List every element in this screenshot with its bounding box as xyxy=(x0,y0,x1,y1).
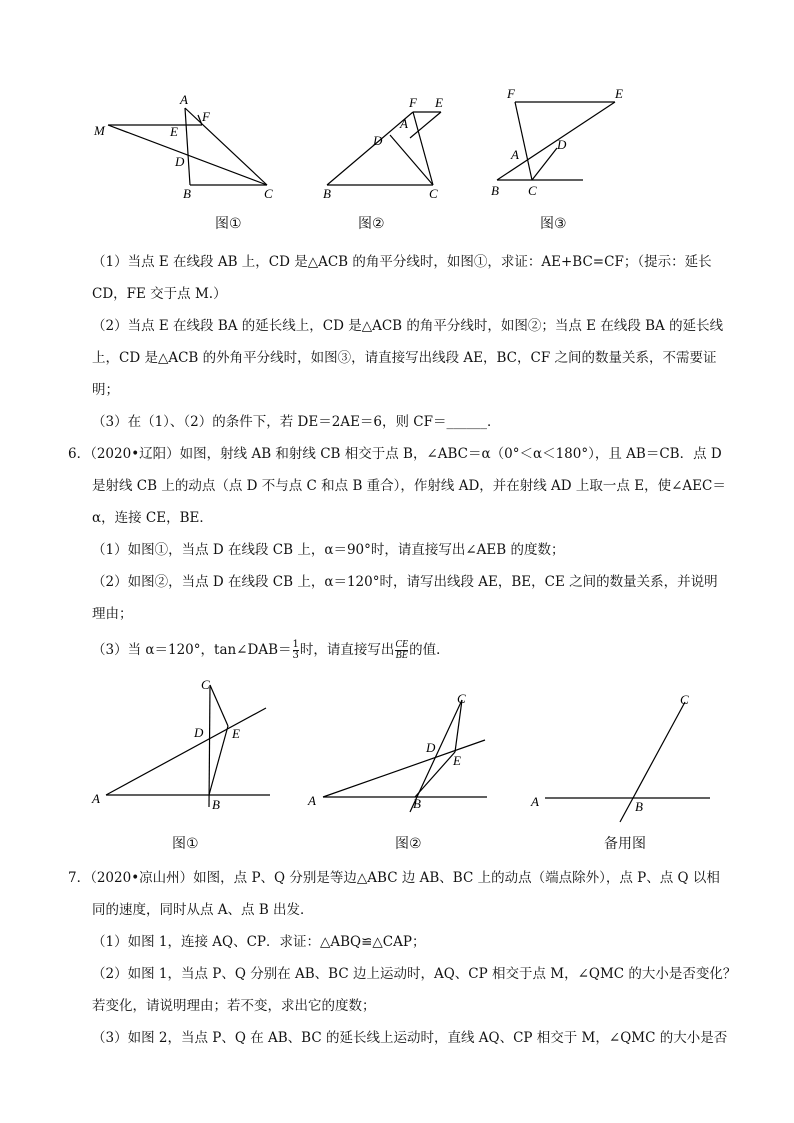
fraction-numerator: CE xyxy=(395,639,409,650)
label-C: C xyxy=(528,183,537,198)
figure-2-top xyxy=(315,90,460,205)
q6-part2-line2: 理由； xyxy=(92,606,133,622)
q7-stem-line1: 7．（2020•凉山州）如图，点 P、Q 分别是等边△ABC 边 AB、BC 上的动点（端点除外），点 P、点 Q 以相 xyxy=(68,870,720,886)
fraction-denominator: BE xyxy=(395,650,408,661)
label-B: B xyxy=(212,797,220,812)
label-E: E xyxy=(435,95,443,110)
figure-3-drawing xyxy=(485,80,635,205)
label-M: M xyxy=(94,123,105,138)
figure-3-mid-drawing xyxy=(525,690,720,820)
q5-part1-line1: （1）当点 E 在线段 AB 上，CD 是△ACB 的角平分线时，如图①，求证：AE+BC=CF；（提示：延长 xyxy=(92,254,712,270)
label-C: C xyxy=(264,186,273,201)
label-D: D xyxy=(373,133,383,148)
label-A: A xyxy=(511,147,519,162)
q6-part2-line1: （2）如图②，当点 D 在线段 CB 上，α＝120°时，请写出线段 AE，BE，CE 之间的数量关系，并说明 xyxy=(92,574,718,590)
label-C: C xyxy=(429,186,438,201)
label-B: B xyxy=(323,186,331,201)
label-B: B xyxy=(413,796,421,811)
caption-figure-3-mid: 备用图 xyxy=(604,836,646,852)
label-B: B xyxy=(183,186,191,201)
q5-part2-line1: （2）当点 E 在线段 BA 的延长线上，CD 是△ACB 的角平分线时，如图②；当点 E 在线段 BA 的延长线 xyxy=(92,318,724,334)
label-D: D xyxy=(557,137,567,152)
q6-stem-line2: 是射线 CB 上的动点（点 D 不与点 C 和点 B 重合），作射线 AD，并在射线 AD 上取一点 E，使∠AEC＝ xyxy=(92,478,726,494)
label-E: E xyxy=(453,753,461,768)
label-F: F xyxy=(507,86,515,101)
label-D: D xyxy=(426,740,436,755)
label-F: F xyxy=(202,109,210,124)
caption-figure-2-mid: 图② xyxy=(395,836,422,852)
fraction-ce-over-be xyxy=(395,640,408,661)
q6-stem-line1: 6．（2020•辽阳）如图，射线 AB 和射线 CB 相交于点 B，∠ABC＝α（0°＜α＜180°），且 AB＝CB．点 D xyxy=(68,446,722,462)
q7-part3: （3）如图 2，当点 P、Q 在 AB、BC 的延长线上运动时，直线 AQ、CP 相交于 M，∠QMC 的大小是否 xyxy=(92,1030,728,1046)
figure-2-drawing xyxy=(315,90,460,205)
q6-part1: （1）如图①，当点 D 在线段 CB 上，α＝90°时，请直接写出∠AEB 的度数； xyxy=(92,542,565,558)
label-A: A xyxy=(308,793,316,808)
label-A: A xyxy=(400,116,408,131)
q7-part1: （1）如图 1，连接 AQ、CP．求证：△ABQ≌△CAP； xyxy=(92,934,426,950)
fraction-one-third xyxy=(293,640,299,661)
figure-1-drawing xyxy=(90,90,290,205)
label-A: A xyxy=(180,92,188,107)
label-D: D xyxy=(194,725,204,740)
figure-2-mid xyxy=(305,690,495,820)
label-A: A xyxy=(92,791,100,806)
fraction-numerator: 1 xyxy=(292,639,299,650)
caption-figure-3-top: 图③ xyxy=(540,216,567,232)
label-D: D xyxy=(175,154,185,169)
label-C: C xyxy=(457,691,466,706)
caption-figure-1-mid: 图① xyxy=(172,836,199,852)
figure-3-top xyxy=(485,80,635,205)
q7-part2-line1: （2）如图 1，当点 P、Q 分别在 AB、BC 边上运动时，AQ、CP 相交于点 M，∠QMC 的大小是否变化？ xyxy=(92,966,737,982)
q5-part2-line2: 上，CD 是△ACB 的外角平分线时，如图③，请直接写出线段 AE，BC，CF 之间的数量关系，不需要证 xyxy=(92,350,717,366)
label-E: E xyxy=(232,726,240,741)
q5-part1-line2: CD，FE 交于点 M.） xyxy=(92,286,227,302)
q7-part2-line2: 若变化，请说明理由；若不变，求出它的度数； xyxy=(92,998,376,1014)
figure-3-mid xyxy=(525,690,720,820)
label-E: E xyxy=(170,124,178,139)
label-E: E xyxy=(615,86,623,101)
figure-1-mid xyxy=(88,675,278,815)
q7-stem-line2: 同的速度，同时从点 A、点 B 出发． xyxy=(92,902,314,918)
figure-2-mid-drawing xyxy=(305,690,495,820)
q6-part3 xyxy=(92,636,450,664)
label-F: F xyxy=(409,95,417,110)
q6-stem-line3: α，连接 CE，BE． xyxy=(92,510,213,526)
fraction-denominator: 3 xyxy=(292,650,299,661)
q6-part3-text-c: 的值． xyxy=(409,642,450,658)
figure-1-mid-drawing xyxy=(88,675,278,815)
q6-part3-text-b: 时，请直接写出 xyxy=(299,642,395,658)
q5-part3: （3）在（1）、（2）的条件下，若 DE＝2AE＝6，则 CF＝______． xyxy=(92,414,501,430)
q5-part2-line3: 明； xyxy=(92,382,119,398)
q6-part3-text-a: （3）当 α＝120°，tan∠DAB＝ xyxy=(92,642,292,658)
label-C: C xyxy=(201,677,210,692)
label-A: A xyxy=(531,794,539,809)
figure-1-top xyxy=(90,90,290,205)
label-B: B xyxy=(635,799,643,814)
caption-figure-2-top: 图② xyxy=(358,216,385,232)
caption-figure-1-top: 图① xyxy=(215,216,242,232)
label-B: B xyxy=(491,183,499,198)
label-C: C xyxy=(680,692,689,707)
